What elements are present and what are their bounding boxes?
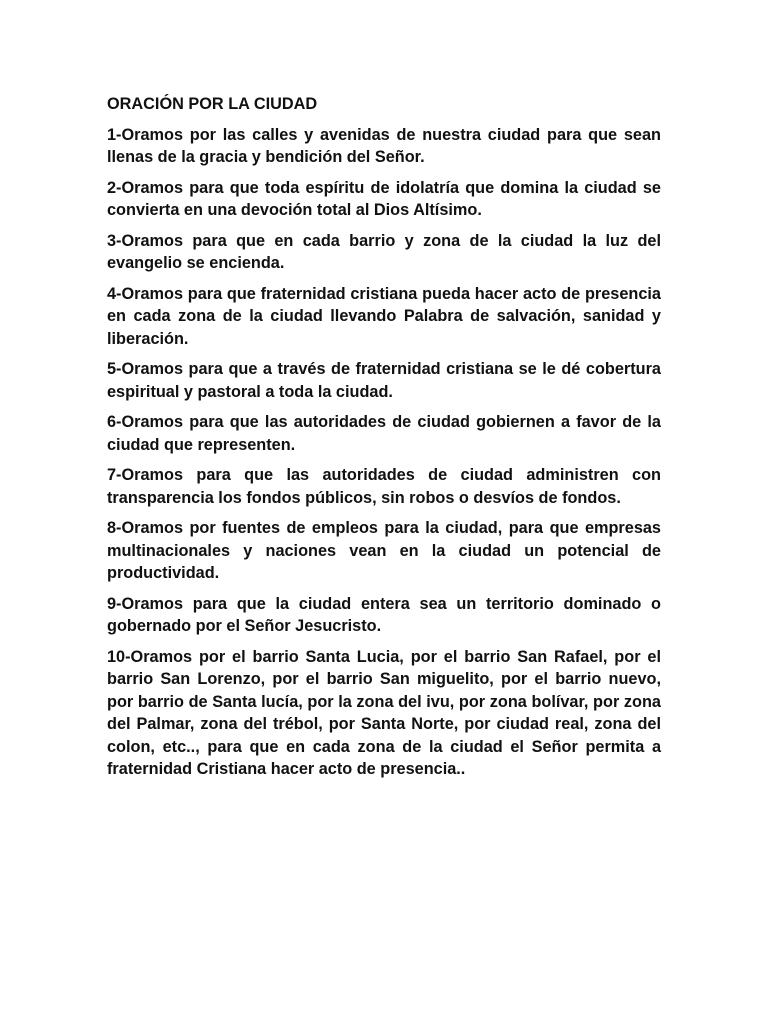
prayer-item-9: 9-Oramos para que la ciudad entera sea un territorio dominado o gobernado por el Señor Jesucristo. [107,594,661,635]
page-title: ORACIÓN POR LA CIUDAD [107,95,318,113]
prayer-item-7: 7-Oramos para que las autoridades de ciudad administren con transparencia los fondos públicos, sin robos o desvíos de fondos. [107,466,661,507]
prayer-item-4: 4-Oramos para que fraternidad cristiana pueda hacer acto de presencia en cada zona de la ciudad llevando Palabra de salvación, sanidad y liberación. [107,284,661,348]
prayer-item-8: 8-Oramos por fuentes de empleos para la ciudad, para que empresas multinacionales y naciones vean en la ciudad un potencial de productividad. [107,519,661,582]
document-body [107,93,661,789]
prayer-item-2: 2-Oramos para que toda espíritu de idolatría que domina la ciudad se convierta en una devoción total al Dios Altísimo. [107,178,661,219]
prayer-item-5: 5-Oramos para que a través de fraternidad cristiana se le dé cobertura espiritual y pastoral a toda la ciudad. [107,360,661,401]
prayer-item-3: 3-Oramos para que en cada barrio y zona de la ciudad la luz del evangelio se encienda. [107,231,661,272]
prayer-item-6: 6-Oramos para que las autoridades de ciudad gobiernen a favor de la ciudad que representen. [107,413,661,454]
prayer-item-1: 1-Oramos por las calles y avenidas de nuestra ciudad para que sean llenas de la gracia y bendición del Señor. [107,125,661,166]
prayer-item-10: 10-Oramos por el barrio Santa Lucia, por el barrio San Rafael, por el barrio San Lorenzo, por el barrio San miguelito, por el barrio nuevo, por barrio de Santa lucía, por la zona del ivu, por zona bolívar, por zona del Palmar, zona del trébol, por Santa Norte, por ciudad real, zona del colon, etc.., para que en cada zona de la ciudad el Señor permita a fraternidad Cristiana hacer acto de presencia.. [107,647,661,778]
